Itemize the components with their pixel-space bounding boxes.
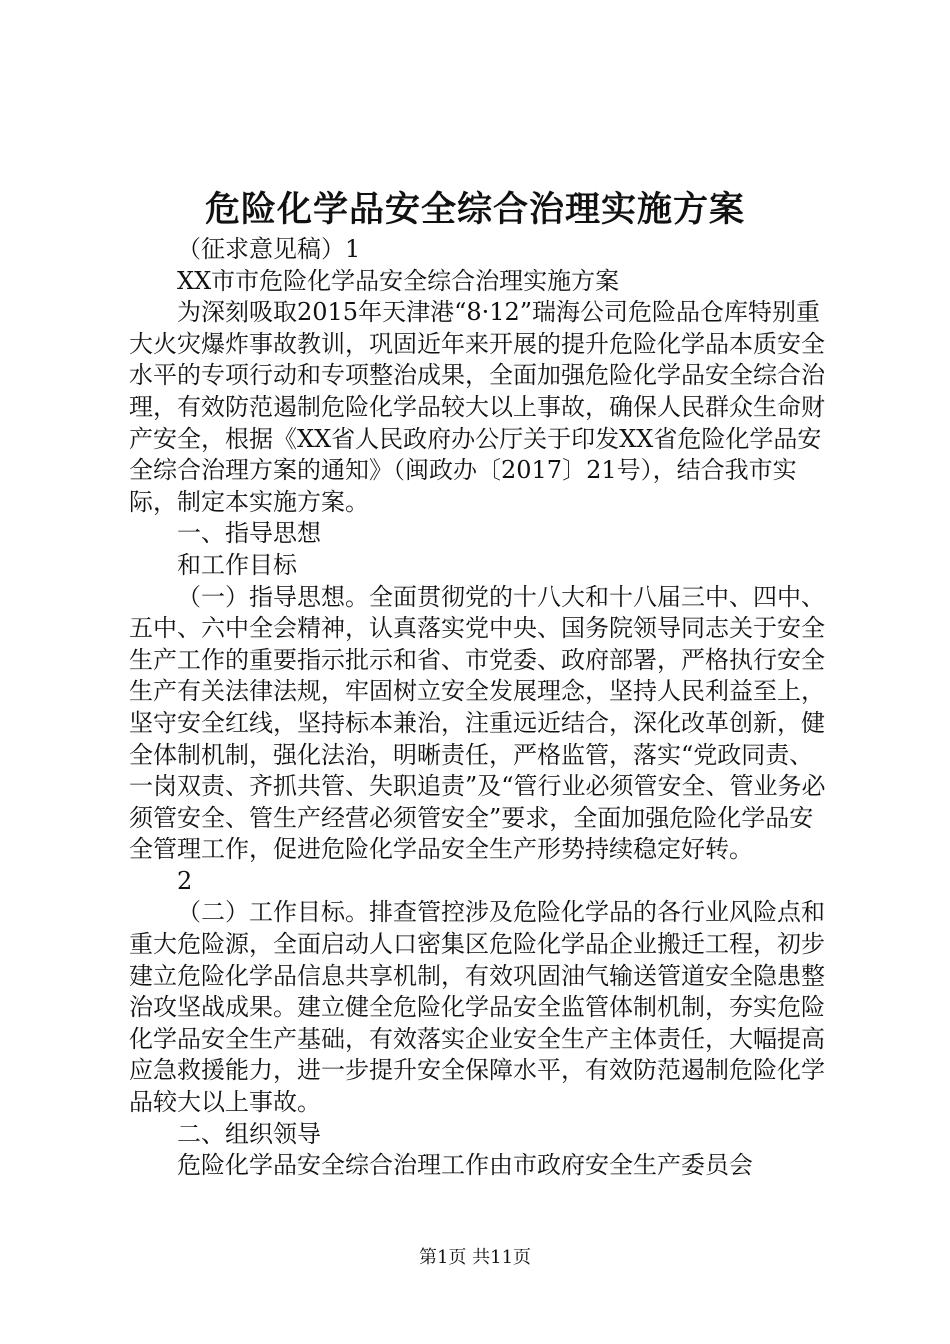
section-heading-2: 二、组织领导 — [177, 1119, 321, 1148]
page-footer: 第1页 共11页 — [418, 1247, 532, 1268]
intro-paragraph: 为深刻吸取2015年天津港“8·12”瑞海公司危险品仓库特别重大火灾爆炸事故教训，巩固近年来开展的提升危险化学品本质安全水平的专项行动和专项整治成果，全面加强危险化学品安全综合治理，有效防范遏制危险化学品较大以上事故，确保人民群众生命财产安全，根据《XX省人民政府办公厅关于印发XX省危险化学品安全综合治理方案的通知》（闽政办〔2017〕21号），结合我市实际，制定本实施方案。 — [129, 298, 825, 516]
page-marker: 2 — [177, 866, 193, 895]
document-title: 危险化学品安全综合治理实施方案 — [204, 190, 745, 230]
work-goal-paragraph: （二）工作目标。排查管控涉及危险化学品的各行业风险点和重大危险源，全面启动人口密集区危险化学品企业搬迁工程，初步建立危险化学品信息共享机制，有效巩固油气输送管道安全隐患整治攻坚战成果。建立健全危险化学品安全监管体制机制，夯实危险化学品安全生产基础，有效落实企业安全生产主体责任，大幅提高应急救援能力，进一步提升安全保障水平，有效防范遏制危险化学品较大以上事故。 — [129, 898, 825, 1117]
guiding-thought-paragraph: （一）指导思想。全面贯彻党的十八大和十八届三中、四中、五中、六中全会精神，认真落实党中央、国务院领导同志关于安全生产工作的重要指示批示和省、市党委、政府部署，严格执行安全生产有关法律法规，牢固树立安全发展理念，坚持人民利益至上，坚守安全红线，坚持标本兼治，注重远近结合，深化改革创新，健全体制机制，强化法治，明晰责任，严格监管，落实“党政同责、一岗双责、齐抓共管、失职追责”及“管行业必须管安全、管业务必须管安全、管生产经营必须管安全”要求，全面加强危险化学品安全管理工作，促进危险化学品安全生产形势持续稳定好转。 — [129, 582, 826, 864]
subtitle-line: XX市市危险化学品安全综合治理实施方案 — [177, 266, 620, 295]
draft-note: （征求意见稿）1 — [177, 235, 361, 263]
organization-paragraph: 危险化学品安全综合治理工作由市政府安全生产委员会 — [177, 1151, 753, 1180]
section-heading-1-continued: 和工作目标 — [177, 550, 297, 579]
section-heading-1: 一、指导思想 — [177, 519, 321, 548]
document-body — [129, 234, 829, 1182]
